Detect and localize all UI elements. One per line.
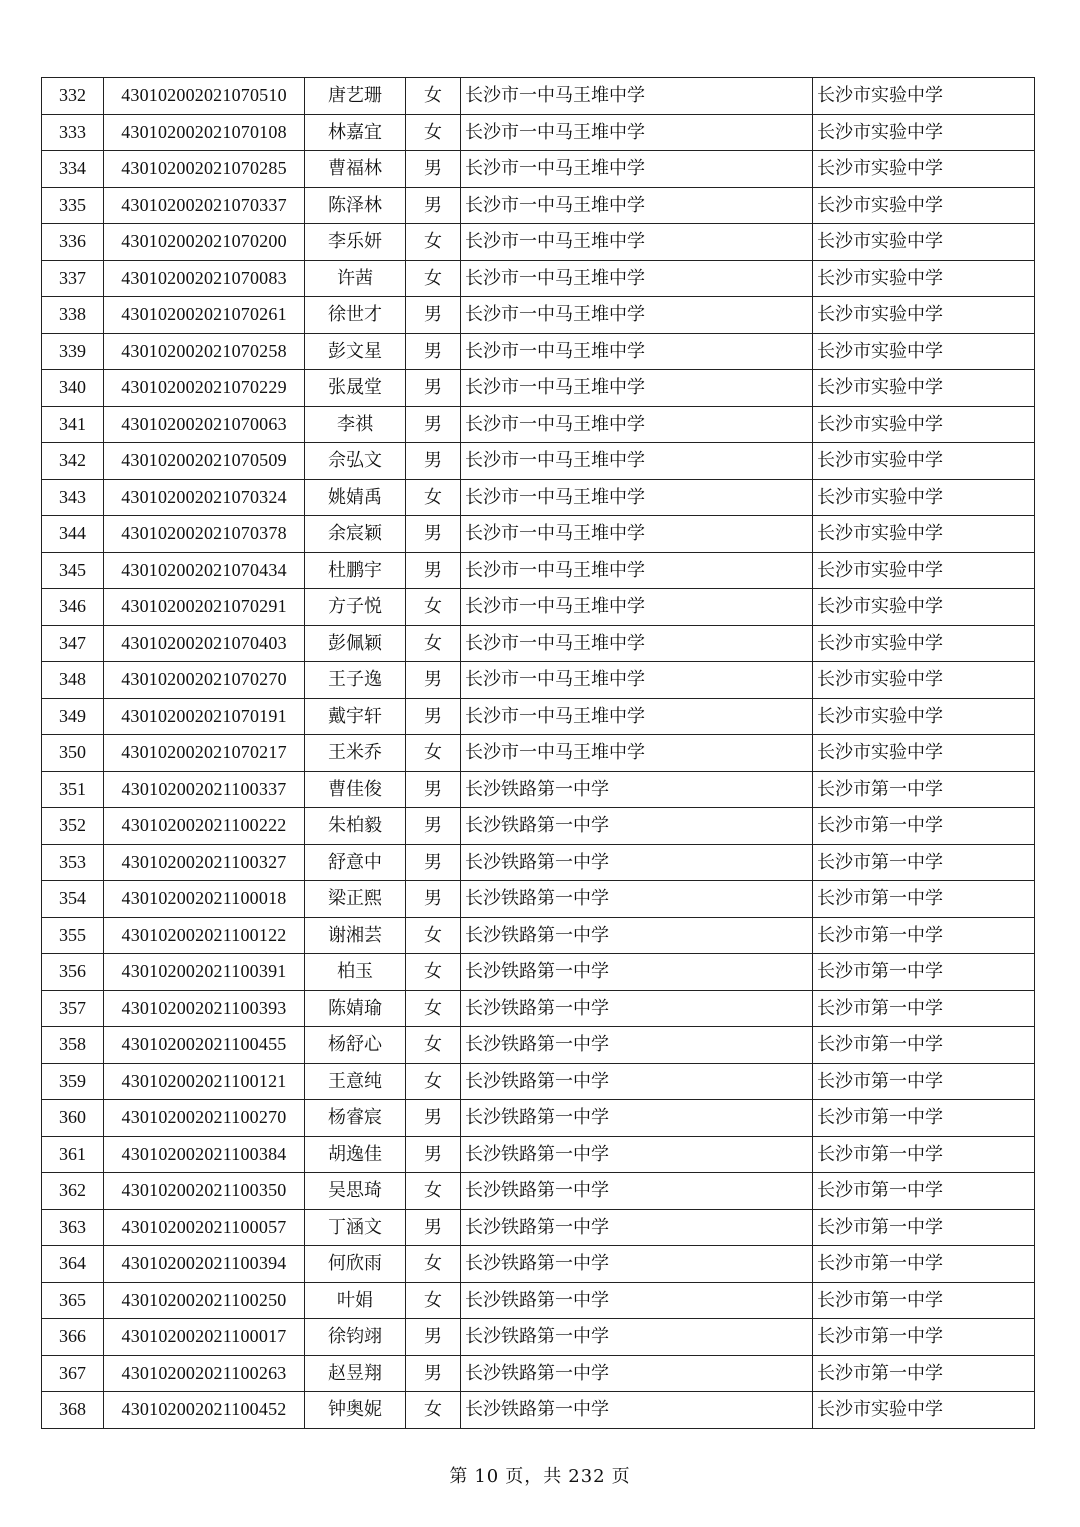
- cell-admitted-school: 长沙市实验中学: [813, 552, 1035, 589]
- table-row: [42, 260, 1035, 297]
- cell-student-id: 430102002021070217: [104, 735, 305, 772]
- enrollment-table-container: [41, 77, 1034, 1429]
- cell-name: 彭文星: [305, 333, 406, 370]
- cell-student-id: 430102002021070324: [104, 479, 305, 516]
- cell-student-id: 430102002021100455: [104, 1027, 305, 1064]
- cell-admitted-school: 长沙市实验中学: [813, 1392, 1035, 1429]
- cell-admitted-school: 长沙市实验中学: [813, 662, 1035, 699]
- cell-origin-school: 长沙铁路第一中学: [461, 1319, 813, 1356]
- table-row: [42, 917, 1035, 954]
- table-row: [42, 552, 1035, 589]
- cell-student-id: 430102002021070063: [104, 406, 305, 443]
- cell-origin-school: 长沙市一中马王堆中学: [461, 516, 813, 553]
- table-row: [42, 735, 1035, 772]
- cell-serial: 362: [42, 1173, 104, 1210]
- cell-origin-school: 长沙市一中马王堆中学: [461, 625, 813, 662]
- cell-origin-school: 长沙铁路第一中学: [461, 1063, 813, 1100]
- cell-name: 余宸颖: [305, 516, 406, 553]
- cell-origin-school: 长沙铁路第一中学: [461, 808, 813, 845]
- cell-gender: 女: [406, 589, 461, 626]
- cell-origin-school: 长沙市一中马王堆中学: [461, 260, 813, 297]
- cell-name: 何欣雨: [305, 1246, 406, 1283]
- cell-admitted-school: 长沙市第一中学: [813, 1136, 1035, 1173]
- cell-name: 钟奥妮: [305, 1392, 406, 1429]
- cell-gender: 男: [406, 881, 461, 918]
- cell-gender: 男: [406, 552, 461, 589]
- cell-serial: 346: [42, 589, 104, 626]
- cell-gender: 女: [406, 954, 461, 991]
- cell-admitted-school: 长沙市第一中学: [813, 1063, 1035, 1100]
- cell-student-id: 430102002021100263: [104, 1355, 305, 1392]
- cell-serial: 360: [42, 1100, 104, 1137]
- footer-page-number: 10: [474, 1466, 500, 1487]
- table-row: [42, 1100, 1035, 1137]
- cell-student-id: 430102002021070291: [104, 589, 305, 626]
- cell-serial: 333: [42, 114, 104, 151]
- cell-student-id: 430102002021100393: [104, 990, 305, 1027]
- cell-admitted-school: 长沙市实验中学: [813, 78, 1035, 115]
- cell-name: 李乐妍: [305, 224, 406, 261]
- cell-name: 杨睿宸: [305, 1100, 406, 1137]
- cell-admitted-school: 长沙市实验中学: [813, 479, 1035, 516]
- cell-student-id: 430102002021100327: [104, 844, 305, 881]
- cell-origin-school: 长沙铁路第一中学: [461, 771, 813, 808]
- cell-name: 许茜: [305, 260, 406, 297]
- cell-serial: 357: [42, 990, 104, 1027]
- cell-origin-school: 长沙市一中马王堆中学: [461, 662, 813, 699]
- cell-serial: 367: [42, 1355, 104, 1392]
- table-row: [42, 1063, 1035, 1100]
- cell-gender: 女: [406, 1173, 461, 1210]
- cell-gender: 女: [406, 114, 461, 151]
- cell-student-id: 430102002021070403: [104, 625, 305, 662]
- cell-admitted-school: 长沙市第一中学: [813, 954, 1035, 991]
- cell-origin-school: 长沙铁路第一中学: [461, 1392, 813, 1429]
- cell-serial: 348: [42, 662, 104, 699]
- cell-student-id: 430102002021070261: [104, 297, 305, 334]
- cell-admitted-school: 长沙市第一中学: [813, 1027, 1035, 1064]
- table-row: [42, 808, 1035, 845]
- table-row: [42, 1209, 1035, 1246]
- cell-name: 方子悦: [305, 589, 406, 626]
- cell-origin-school: 长沙市一中马王堆中学: [461, 297, 813, 334]
- cell-name: 姚婧禹: [305, 479, 406, 516]
- cell-student-id: 430102002021100018: [104, 881, 305, 918]
- cell-admitted-school: 长沙市第一中学: [813, 1319, 1035, 1356]
- table-row: [42, 151, 1035, 188]
- cell-origin-school: 长沙市一中马王堆中学: [461, 735, 813, 772]
- cell-student-id: 430102002021100452: [104, 1392, 305, 1429]
- cell-student-id: 430102002021100121: [104, 1063, 305, 1100]
- table-row: [42, 625, 1035, 662]
- cell-admitted-school: 长沙市第一中学: [813, 1173, 1035, 1210]
- cell-name: 谢湘芸: [305, 917, 406, 954]
- table-row: [42, 1136, 1035, 1173]
- cell-serial: 353: [42, 844, 104, 881]
- cell-serial: 337: [42, 260, 104, 297]
- cell-student-id: 430102002021070200: [104, 224, 305, 261]
- cell-serial: 368: [42, 1392, 104, 1429]
- table-row: [42, 1392, 1035, 1429]
- cell-serial: 336: [42, 224, 104, 261]
- cell-admitted-school: 长沙市实验中学: [813, 625, 1035, 662]
- cell-origin-school: 长沙市一中马王堆中学: [461, 552, 813, 589]
- cell-admitted-school: 长沙市第一中学: [813, 1355, 1035, 1392]
- cell-name: 唐艺珊: [305, 78, 406, 115]
- cell-student-id: 430102002021100122: [104, 917, 305, 954]
- cell-student-id: 430102002021070378: [104, 516, 305, 553]
- cell-admitted-school: 长沙市实验中学: [813, 224, 1035, 261]
- cell-name: 赵昱翔: [305, 1355, 406, 1392]
- cell-student-id: 430102002021100337: [104, 771, 305, 808]
- cell-name: 曹福林: [305, 151, 406, 188]
- cell-admitted-school: 长沙市第一中学: [813, 844, 1035, 881]
- cell-serial: 340: [42, 370, 104, 407]
- cell-student-id: 430102002021070083: [104, 260, 305, 297]
- cell-serial: 352: [42, 808, 104, 845]
- table-row: [42, 1173, 1035, 1210]
- cell-name: 曹佳俊: [305, 771, 406, 808]
- cell-serial: 343: [42, 479, 104, 516]
- table-row: [42, 954, 1035, 991]
- cell-admitted-school: 长沙市第一中学: [813, 990, 1035, 1027]
- cell-name: 陈泽林: [305, 187, 406, 224]
- cell-gender: 女: [406, 1246, 461, 1283]
- cell-student-id: 430102002021070285: [104, 151, 305, 188]
- table-row: [42, 78, 1035, 115]
- cell-gender: 女: [406, 260, 461, 297]
- cell-origin-school: 长沙市一中马王堆中学: [461, 224, 813, 261]
- table-row: [42, 516, 1035, 553]
- cell-serial: 356: [42, 954, 104, 991]
- cell-name: 王米乔: [305, 735, 406, 772]
- cell-name: 王意纯: [305, 1063, 406, 1100]
- cell-origin-school: 长沙铁路第一中学: [461, 1027, 813, 1064]
- cell-student-id: 430102002021070108: [104, 114, 305, 151]
- cell-name: 王子逸: [305, 662, 406, 699]
- table-row: [42, 370, 1035, 407]
- cell-student-id: 430102002021100250: [104, 1282, 305, 1319]
- cell-origin-school: 长沙市一中马王堆中学: [461, 589, 813, 626]
- cell-student-id: 430102002021100394: [104, 1246, 305, 1283]
- cell-admitted-school: 长沙市第一中学: [813, 771, 1035, 808]
- table-row: [42, 1319, 1035, 1356]
- cell-serial: 344: [42, 516, 104, 553]
- table-row: [42, 1355, 1035, 1392]
- cell-origin-school: 长沙铁路第一中学: [461, 844, 813, 881]
- cell-name: 杨舒心: [305, 1027, 406, 1064]
- cell-serial: 341: [42, 406, 104, 443]
- cell-gender: 女: [406, 917, 461, 954]
- cell-student-id: 430102002021100350: [104, 1173, 305, 1210]
- cell-admitted-school: 长沙市第一中学: [813, 881, 1035, 918]
- cell-serial: 351: [42, 771, 104, 808]
- cell-admitted-school: 长沙市实验中学: [813, 516, 1035, 553]
- cell-serial: 354: [42, 881, 104, 918]
- cell-serial: 349: [42, 698, 104, 735]
- cell-origin-school: 长沙市一中马王堆中学: [461, 78, 813, 115]
- cell-origin-school: 长沙市一中马王堆中学: [461, 443, 813, 480]
- cell-admitted-school: 长沙市实验中学: [813, 370, 1035, 407]
- table-body: [42, 78, 1035, 1429]
- footer-prefix: 第: [449, 1466, 469, 1487]
- cell-gender: 女: [406, 479, 461, 516]
- table-row: [42, 771, 1035, 808]
- cell-admitted-school: 长沙市第一中学: [813, 808, 1035, 845]
- cell-admitted-school: 长沙市实验中学: [813, 406, 1035, 443]
- table-row: [42, 662, 1035, 699]
- cell-student-id: 430102002021100270: [104, 1100, 305, 1137]
- cell-origin-school: 长沙铁路第一中学: [461, 881, 813, 918]
- cell-student-id: 430102002021100391: [104, 954, 305, 991]
- cell-admitted-school: 长沙市第一中学: [813, 1100, 1035, 1137]
- cell-student-id: 430102002021100057: [104, 1209, 305, 1246]
- footer-total-pages: 232: [568, 1466, 606, 1487]
- cell-gender: 女: [406, 625, 461, 662]
- cell-serial: 339: [42, 333, 104, 370]
- cell-student-id: 430102002021070434: [104, 552, 305, 589]
- cell-serial: 335: [42, 187, 104, 224]
- cell-gender: 男: [406, 844, 461, 881]
- cell-serial: 364: [42, 1246, 104, 1283]
- cell-origin-school: 长沙铁路第一中学: [461, 954, 813, 991]
- cell-name: 陈婧瑜: [305, 990, 406, 1027]
- table-row: [42, 1027, 1035, 1064]
- cell-name: 杜鹏宇: [305, 552, 406, 589]
- cell-origin-school: 长沙铁路第一中学: [461, 1100, 813, 1137]
- cell-name: 林嘉宜: [305, 114, 406, 151]
- cell-serial: 332: [42, 78, 104, 115]
- enrollment-table: [41, 77, 1035, 1429]
- cell-origin-school: 长沙市一中马王堆中学: [461, 333, 813, 370]
- cell-serial: 334: [42, 151, 104, 188]
- cell-admitted-school: 长沙市实验中学: [813, 151, 1035, 188]
- cell-student-id: 430102002021100017: [104, 1319, 305, 1356]
- cell-gender: 男: [406, 698, 461, 735]
- cell-student-id: 430102002021100384: [104, 1136, 305, 1173]
- cell-student-id: 430102002021100222: [104, 808, 305, 845]
- footer-middle: 页，共: [505, 1466, 563, 1487]
- cell-name: 朱柏毅: [305, 808, 406, 845]
- cell-gender: 男: [406, 406, 461, 443]
- table-row: [42, 406, 1035, 443]
- cell-origin-school: 长沙市一中马王堆中学: [461, 479, 813, 516]
- cell-admitted-school: 长沙市实验中学: [813, 297, 1035, 334]
- cell-origin-school: 长沙市一中马王堆中学: [461, 151, 813, 188]
- cell-student-id: 430102002021070270: [104, 662, 305, 699]
- cell-name: 徐钧翊: [305, 1319, 406, 1356]
- cell-serial: 347: [42, 625, 104, 662]
- table-row: [42, 333, 1035, 370]
- cell-admitted-school: 长沙市第一中学: [813, 1246, 1035, 1283]
- table-row: [42, 443, 1035, 480]
- cell-gender: 男: [406, 370, 461, 407]
- cell-origin-school: 长沙铁路第一中学: [461, 917, 813, 954]
- cell-serial: 361: [42, 1136, 104, 1173]
- cell-admitted-school: 长沙市实验中学: [813, 443, 1035, 480]
- cell-student-id: 430102002021070509: [104, 443, 305, 480]
- cell-admitted-school: 长沙市实验中学: [813, 187, 1035, 224]
- table-row: [42, 990, 1035, 1027]
- cell-admitted-school: 长沙市实验中学: [813, 114, 1035, 151]
- cell-origin-school: 长沙市一中马王堆中学: [461, 406, 813, 443]
- cell-origin-school: 长沙市一中马王堆中学: [461, 370, 813, 407]
- cell-gender: 女: [406, 1027, 461, 1064]
- cell-name: 彭佩颖: [305, 625, 406, 662]
- cell-origin-school: 长沙市一中马王堆中学: [461, 114, 813, 151]
- cell-gender: 女: [406, 1282, 461, 1319]
- cell-gender: 男: [406, 516, 461, 553]
- cell-serial: 342: [42, 443, 104, 480]
- table-row: [42, 1246, 1035, 1283]
- cell-serial: 363: [42, 1209, 104, 1246]
- cell-name: 舒意中: [305, 844, 406, 881]
- cell-gender: 男: [406, 1136, 461, 1173]
- cell-admitted-school: 长沙市实验中学: [813, 698, 1035, 735]
- cell-gender: 男: [406, 1355, 461, 1392]
- cell-name: 丁涵文: [305, 1209, 406, 1246]
- cell-name: 吴思琦: [305, 1173, 406, 1210]
- cell-admitted-school: 长沙市第一中学: [813, 917, 1035, 954]
- table-row: [42, 1282, 1035, 1319]
- cell-gender: 男: [406, 808, 461, 845]
- cell-gender: 男: [406, 1319, 461, 1356]
- table-row: [42, 187, 1035, 224]
- cell-gender: 男: [406, 443, 461, 480]
- cell-name: 戴宇轩: [305, 698, 406, 735]
- cell-name: 叶娟: [305, 1282, 406, 1319]
- cell-student-id: 430102002021070191: [104, 698, 305, 735]
- cell-gender: 女: [406, 1063, 461, 1100]
- cell-student-id: 430102002021070510: [104, 78, 305, 115]
- cell-student-id: 430102002021070258: [104, 333, 305, 370]
- cell-gender: 男: [406, 1100, 461, 1137]
- cell-serial: 350: [42, 735, 104, 772]
- cell-gender: 女: [406, 78, 461, 115]
- cell-admitted-school: 长沙市第一中学: [813, 1282, 1035, 1319]
- cell-admitted-school: 长沙市实验中学: [813, 589, 1035, 626]
- cell-origin-school: 长沙市一中马王堆中学: [461, 698, 813, 735]
- cell-admitted-school: 长沙市实验中学: [813, 735, 1035, 772]
- cell-serial: 345: [42, 552, 104, 589]
- cell-student-id: 430102002021070229: [104, 370, 305, 407]
- cell-serial: 358: [42, 1027, 104, 1064]
- cell-origin-school: 长沙铁路第一中学: [461, 1136, 813, 1173]
- page-footer: [0, 1462, 1080, 1488]
- cell-name: 柏玉: [305, 954, 406, 991]
- cell-gender: 女: [406, 224, 461, 261]
- cell-name: 徐世才: [305, 297, 406, 334]
- cell-gender: 女: [406, 990, 461, 1027]
- cell-admitted-school: 长沙市第一中学: [813, 1209, 1035, 1246]
- cell-origin-school: 长沙铁路第一中学: [461, 1282, 813, 1319]
- cell-serial: 338: [42, 297, 104, 334]
- cell-serial: 366: [42, 1319, 104, 1356]
- cell-gender: 男: [406, 187, 461, 224]
- cell-origin-school: 长沙铁路第一中学: [461, 1209, 813, 1246]
- cell-serial: 359: [42, 1063, 104, 1100]
- cell-gender: 男: [406, 333, 461, 370]
- table-row: [42, 844, 1035, 881]
- cell-gender: 女: [406, 735, 461, 772]
- cell-gender: 女: [406, 1392, 461, 1429]
- table-row: [42, 698, 1035, 735]
- table-row: [42, 589, 1035, 626]
- cell-gender: 男: [406, 151, 461, 188]
- cell-name: 张晟堂: [305, 370, 406, 407]
- cell-student-id: 430102002021070337: [104, 187, 305, 224]
- cell-admitted-school: 长沙市实验中学: [813, 260, 1035, 297]
- cell-origin-school: 长沙铁路第一中学: [461, 1355, 813, 1392]
- cell-gender: 男: [406, 297, 461, 334]
- cell-name: 李祺: [305, 406, 406, 443]
- cell-name: 胡逸佳: [305, 1136, 406, 1173]
- cell-serial: 365: [42, 1282, 104, 1319]
- table-row: [42, 479, 1035, 516]
- table-row: [42, 881, 1035, 918]
- cell-gender: 男: [406, 1209, 461, 1246]
- cell-origin-school: 长沙市一中马王堆中学: [461, 187, 813, 224]
- table-row: [42, 224, 1035, 261]
- cell-origin-school: 长沙铁路第一中学: [461, 990, 813, 1027]
- table-row: [42, 297, 1035, 334]
- footer-suffix: 页: [611, 1466, 631, 1487]
- cell-origin-school: 长沙铁路第一中学: [461, 1246, 813, 1283]
- cell-name: 梁正熙: [305, 881, 406, 918]
- cell-admitted-school: 长沙市实验中学: [813, 333, 1035, 370]
- table-row: [42, 114, 1035, 151]
- cell-gender: 男: [406, 662, 461, 699]
- cell-serial: 355: [42, 917, 104, 954]
- cell-origin-school: 长沙铁路第一中学: [461, 1173, 813, 1210]
- cell-gender: 男: [406, 771, 461, 808]
- cell-name: 佘弘文: [305, 443, 406, 480]
